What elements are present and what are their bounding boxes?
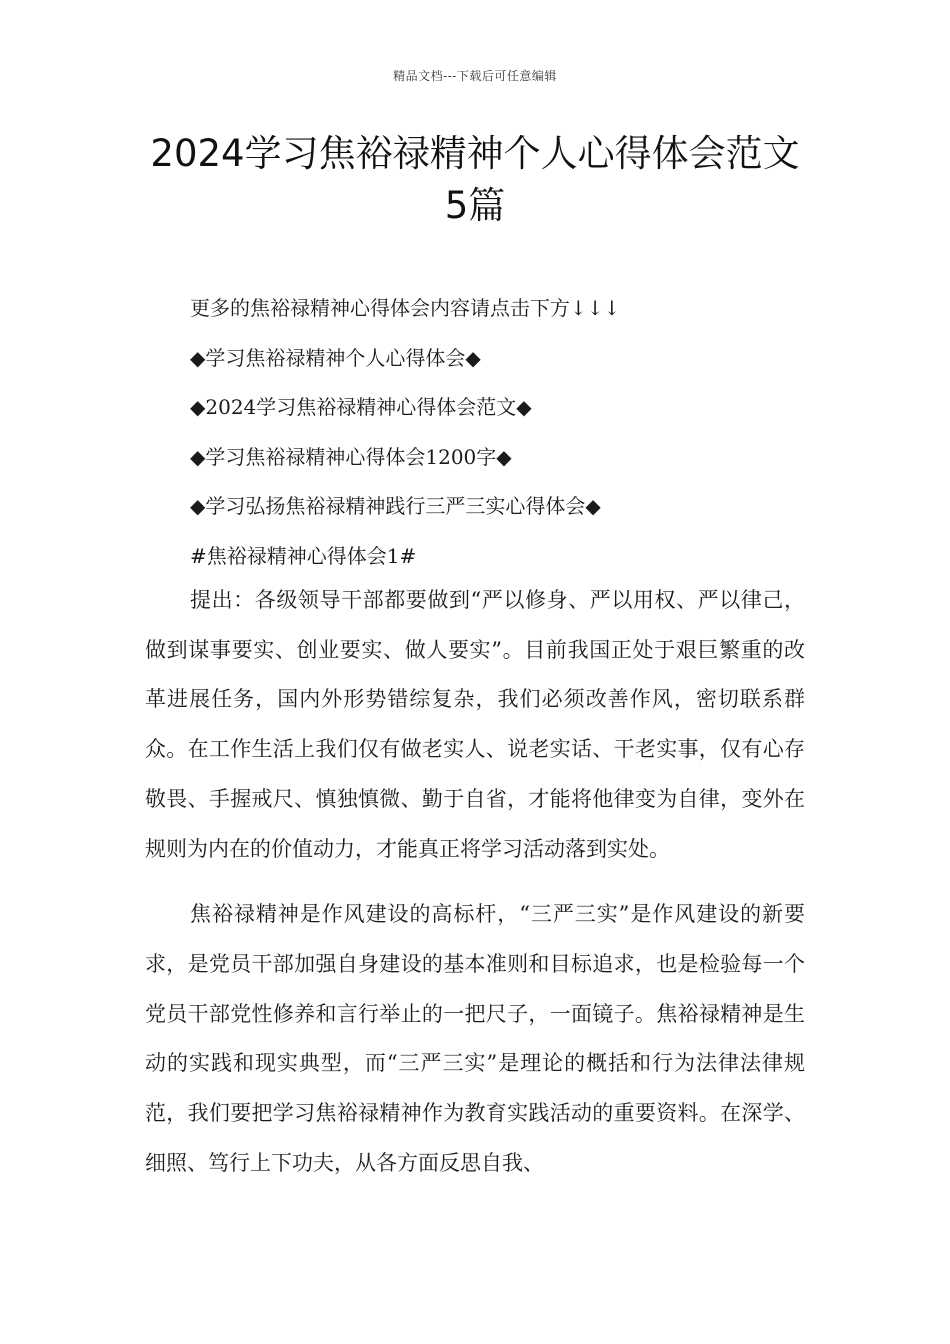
paragraph-1: 提出：各级领导干部都要做到“严以修身、严以用权、严以律己，做到谋事要实、创业要实、做人要实”。目前我国正处于艰巨繁重的改革进展任务，国内外形势错综复杂，我们必须改善作风，密切联系群众。在工作生活上我们仅有做老实人、说老实话、干老实事，仅有心存敬畏、手握戒尺、慎独慎微、勤于自省，才能将他律变为自律，变外在规则为内在的价值动力，才能真正将学习活动落到实处。 [145,588,805,861]
title-line-2: 5篇 [444,184,506,227]
related-link-1[interactable]: ◆学习焦裕禄精神个人心得体会◆ [190,345,481,370]
related-link-3[interactable]: ◆学习焦裕禄精神心得体会1200字◆ [190,444,512,469]
related-link-2[interactable]: ◆2024学习焦裕禄精神心得体会范文◆ [190,395,532,419]
paragraph-2: 焦裕禄精神是作风建设的高标杆，“三严三实”是作风建设的新要求，是党员干部加强自身建设的基本准则和目标追求，也是检验每一个党员干部党性修养和言行举止的一把尺子，一面镜子。焦裕禄精神是生动的实践和现实典型，而“三严三实”是理论的概括和行为法律法律规范，我们要把学习焦裕禄精神作为教育实践活动的重要资料。在深学、细照、笃行上下功夫，从各方面反思自我、 [145,902,805,1175]
body-text [145,576,805,1188]
header-watermark: 精品文档---下载后可任意编辑 [393,69,557,83]
title-line-1: 2024学习焦裕禄精神个人心得体会范文 [150,132,800,175]
related-links [190,284,850,581]
page-title [100,128,850,232]
intro-text: 更多的焦裕禄精神心得体会内容请点击下方↓↓↓ [190,296,621,320]
related-link-4[interactable]: ◆学习弘扬焦裕禄精神践行三严三实心得体会◆ [190,494,601,518]
section-heading: #焦裕禄精神心得体会1# [190,543,417,568]
